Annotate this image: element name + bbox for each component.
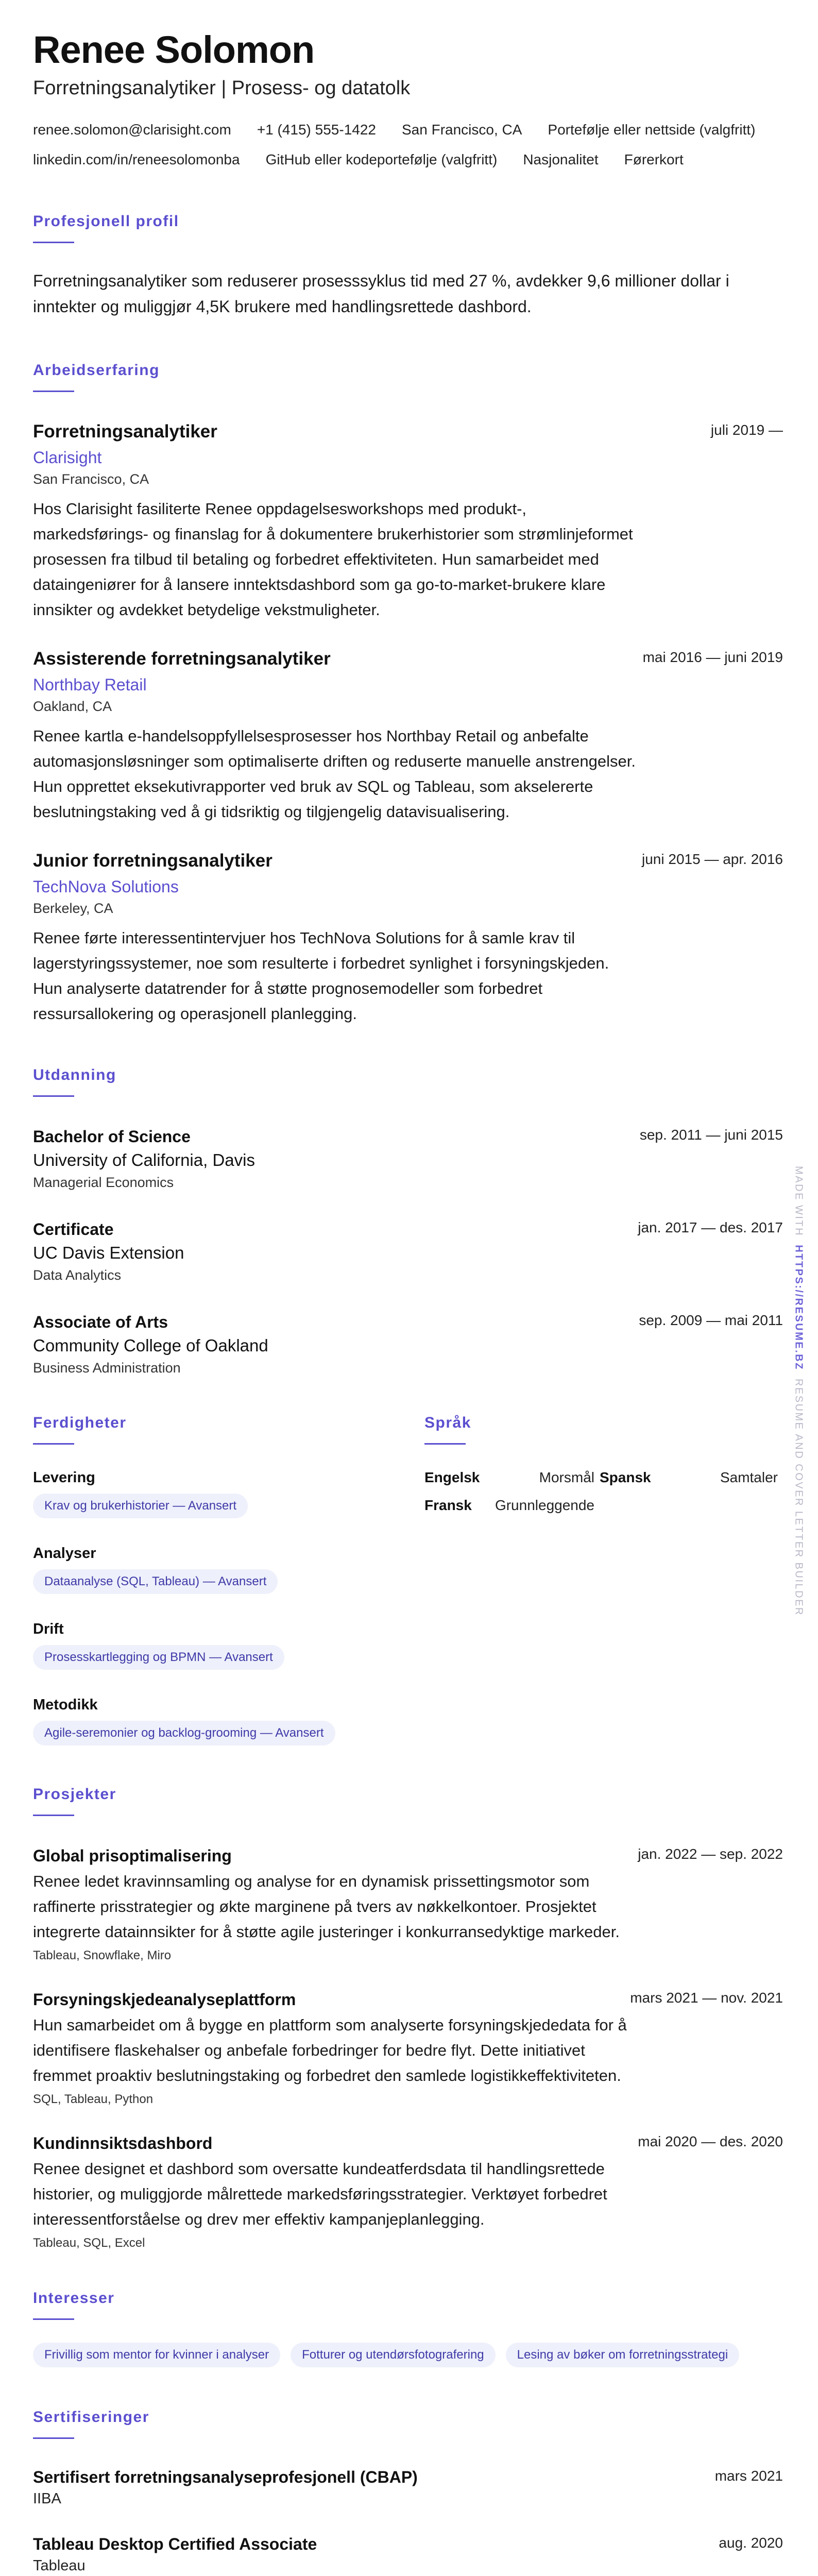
section-underline [33, 1095, 74, 1097]
job-dates: juli 2019 — [710, 421, 783, 438]
project-name: Forsyningskjedeanalyseplattform [33, 1990, 296, 2009]
skill-pill: Prosesskartlegging og BPMN — Avansert [33, 1645, 284, 1670]
certification-name: Sertifisert forretningsanalyseprofesjonell (CBAP) [33, 2467, 418, 2486]
skills-section [33, 1414, 424, 1745]
language-item [424, 1497, 600, 1514]
job-location: San Francisco, CA [33, 471, 149, 487]
contact-drivers-license: Førerkort [624, 151, 684, 167]
skills-languages-row [33, 1414, 783, 1745]
experience-entry [33, 849, 783, 1026]
project-name: Kundinnsiktsdashbord [33, 2133, 213, 2153]
skill-group [33, 1469, 424, 1518]
field-of-study: Managerial Economics [33, 1174, 174, 1190]
skill-group [33, 1621, 424, 1670]
certification-issuer: IIBA [33, 2490, 61, 2507]
language-item [424, 1469, 600, 1486]
company-name: TechNova Solutions [33, 877, 179, 896]
project-dates: mai 2020 — des. 2020 [638, 2133, 783, 2149]
job-location: Berkeley, CA [33, 900, 113, 916]
interests-section [33, 2290, 783, 2367]
company-name: Clarisight [33, 448, 102, 467]
certification-entry [33, 2533, 783, 2576]
certification-name: Tableau Desktop Certified Associate [33, 2534, 317, 2553]
language-level: Grunnleggende [495, 1497, 594, 1513]
education-dates: sep. 2009 — mai 2011 [639, 1312, 783, 1328]
interest-pill: Lesing av bøker om forretningsstrategi [506, 2343, 740, 2367]
skill-pill: Agile-seremonier og backlog-grooming — Avansert [33, 1721, 335, 1745]
section-underline [33, 2318, 74, 2320]
experience-section [33, 362, 783, 1026]
language-level: Samtaler [720, 1469, 778, 1485]
skill-group-name: Levering [33, 1469, 95, 1486]
language-level: Morsmål [539, 1469, 594, 1485]
certification-date: aug. 2020 [719, 2534, 783, 2551]
section-title: Interesser [33, 2289, 115, 2307]
contact-github[interactable]: GitHub eller kodeportefølje (valgfritt) [265, 151, 498, 167]
section-underline [33, 1815, 74, 1816]
language-item [600, 1469, 783, 1486]
project-name: Global prisoptimalisering [33, 1846, 232, 1865]
job-title: Junior forretningsanalytiker [33, 850, 272, 871]
education-entry [33, 1310, 783, 1378]
section-underline [33, 242, 74, 243]
section-title: Profesjonell profil [33, 212, 179, 230]
school-name: Community College of Oakland [33, 1335, 268, 1355]
contact-portfolio[interactable]: Portefølje eller nettside (valgfritt) [548, 121, 756, 138]
interest-list [33, 2343, 783, 2367]
language-name: Fransk [424, 1497, 472, 1513]
job-location: Oakland, CA [33, 698, 112, 714]
job-title: Forretningsanalytiker [33, 421, 217, 442]
section-underline [424, 1443, 466, 1445]
project-entry [33, 1844, 783, 1963]
job-title: Assisterende forretningsanalytiker [33, 648, 331, 669]
interest-pill: Fotturer og utendørsfotografering [291, 2343, 496, 2367]
education-entry [33, 1217, 783, 1285]
section-title: Språk [424, 1414, 471, 1431]
project-tools: SQL, Tableau, Python [33, 2092, 154, 2106]
candidate-headline: Forretningsanalytiker | Prosess- og datatolk [33, 77, 411, 99]
skill-group-name: Analyser [33, 1545, 96, 1562]
experience-entry [33, 647, 783, 824]
job-description: Hos Clarisight fasiliterte Renee oppdagelsesworkshops med produkt-, markedsførings- og finanslag for å dokumentere brukerhistorier som strømlinjeformet prosessen fra tilbud til betaling og forbedret effektiviteten. Hun samarbeidet med dataingeniører for å lansere inntektsdashbord som ga go-to-market-brukere klare innsikter og avdekket betydelige vekstmuligheter. [33, 499, 633, 619]
project-description: Hun samarbeidet om å bygge en plattform som analyserte forsyningskjededata for å identifisere flaskehalser og anbefale forbedringer for bedre flyt. Dette initiativet fremmet proaktiv beslutningstaking og forbedret den samlede logistikkeffektiviteten. [33, 2015, 627, 2084]
job-description: Renee kartla e-handelsoppfyllelsesprosesser hos Northbay Retail og anbefalte automasjonsløsninger som optimaliserte driften og reduserte manuelle anstrengelser. Hun opprettet eksekutivrapporter ved bruk av SQL og Tableau, som akselererte beslutningstaking ved å gi tidsriktig og tilgjengelig datavisualisering. [33, 726, 636, 821]
section-title: Utdanning [33, 1066, 116, 1083]
education-dates: jan. 2017 — des. 2017 [638, 1219, 783, 1235]
certification-issuer: Tableau [33, 2557, 86, 2574]
watermark-suffix: RESUME AND COVER LETTER BUILDER [793, 1378, 805, 1616]
skill-group [33, 1697, 424, 1745]
candidate-name: Renee Solomon [33, 28, 315, 71]
skill-group-name: Metodikk [33, 1696, 98, 1713]
experience-entry [33, 420, 783, 622]
section-title: Arbeidserfaring [33, 361, 160, 379]
section-title: Prosjekter [33, 1785, 116, 1803]
degree-title: Bachelor of Science [33, 1127, 191, 1146]
contact-phone[interactable]: +1 (415) 555-1422 [257, 121, 376, 138]
education-entry [33, 1125, 783, 1193]
language-name: Spansk [600, 1469, 651, 1485]
project-description: Renee designet et dashbord som oversatte kundeatferdsdata til handlingsrettede historier, og muliggjorde målrettede markedsføringsstrategier. Verktøyet forbedret interessentforståelse og drev mer effektiv kampanjeplanlegging. [33, 2159, 607, 2228]
interest-pill: Frivillig som mentor for kvinner i analyser [33, 2343, 280, 2367]
section-underline [33, 2437, 74, 2439]
languages-section [424, 1414, 783, 1745]
project-entry [33, 2131, 783, 2250]
language-name: Engelsk [424, 1469, 480, 1485]
watermark-prefix: MADE WITH [793, 1166, 805, 1237]
contact-linkedin[interactable]: linkedin.com/in/reneesolomonba [33, 151, 240, 167]
school-name: University of California, Davis [33, 1150, 255, 1170]
certification-date: mars 2021 [714, 2467, 783, 2484]
watermark-text [793, 1166, 805, 1616]
degree-title: Certificate [33, 1219, 114, 1239]
project-description: Renee ledet kravinnsamling og analyse for en dynamisk prissettingsmotor som raffinerte prisstrategier og økte marginene på tvers av nøkkelkontoer. Prosjektet integrerte datainnsikter for å støtte agile justeringer i konkurransedyktige markeder. [33, 1872, 620, 1941]
project-entry [33, 1988, 783, 2107]
certification-entry [33, 2466, 783, 2509]
projects-section [33, 1786, 783, 2250]
skill-pill: Krav og brukerhistorier — Avansert [33, 1494, 248, 1518]
project-dates: mars 2021 — nov. 2021 [630, 1989, 783, 2006]
degree-title: Associate of Arts [33, 1312, 168, 1331]
job-dates: mai 2016 — juni 2019 [642, 649, 783, 665]
certifications-section [33, 2409, 783, 2576]
section-title: Sertifiseringer [33, 2408, 149, 2426]
profile-text: Forretningsanalytiker som reduserer prosesssyklus tid med 27 %, avdekker 9,6 millioner dollar i inntekter og muliggjør 4,5K brukere med handlingsrettede dashbord. [33, 271, 729, 316]
skill-group-name: Drift [33, 1620, 64, 1637]
section-underline [33, 391, 74, 392]
profile-section [33, 213, 783, 319]
project-tools: Tableau, SQL, Excel [33, 2235, 145, 2250]
language-list [424, 1469, 783, 1514]
education-dates: sep. 2011 — juni 2015 [639, 1126, 783, 1143]
company-name: Northbay Retail [33, 675, 147, 694]
section-underline [33, 1443, 74, 1445]
project-dates: jan. 2022 — sep. 2022 [638, 1845, 783, 1862]
project-tools: Tableau, Snowflake, Miro [33, 1948, 172, 1962]
contact-email[interactable]: renee.solomon@clarisight.com [33, 121, 231, 138]
skill-group [33, 1545, 424, 1594]
watermark-link[interactable]: HTTPS://RESUME.BZ [793, 1245, 805, 1370]
school-name: UC Davis Extension [33, 1243, 184, 1262]
field-of-study: Business Administration [33, 1360, 181, 1376]
builder-watermark [791, 1166, 806, 1616]
field-of-study: Data Analytics [33, 1267, 122, 1283]
skill-pill: Dataanalyse (SQL, Tableau) — Avansert [33, 1569, 278, 1594]
section-title: Ferdigheter [33, 1414, 127, 1431]
job-description: Renee førte interessentintervjuer hos TechNova Solutions for å samle krav til lagerstyringssystemer, noe som resulterte i forbedret synlighet i forsyningskjeden. Hun analyserte datatrender for å støtte prognosemodeller som forbedret ressursallokering og operasjonell planlegging. [33, 928, 609, 1023]
job-dates: juni 2015 — apr. 2016 [642, 851, 783, 867]
resume-header [33, 30, 783, 175]
contact-location: San Francisco, CA [402, 121, 522, 138]
contact-list [33, 115, 783, 175]
contact-nationality: Nasjonalitet [523, 151, 599, 167]
resume-page [33, 30, 783, 2576]
education-section [33, 1066, 783, 1378]
